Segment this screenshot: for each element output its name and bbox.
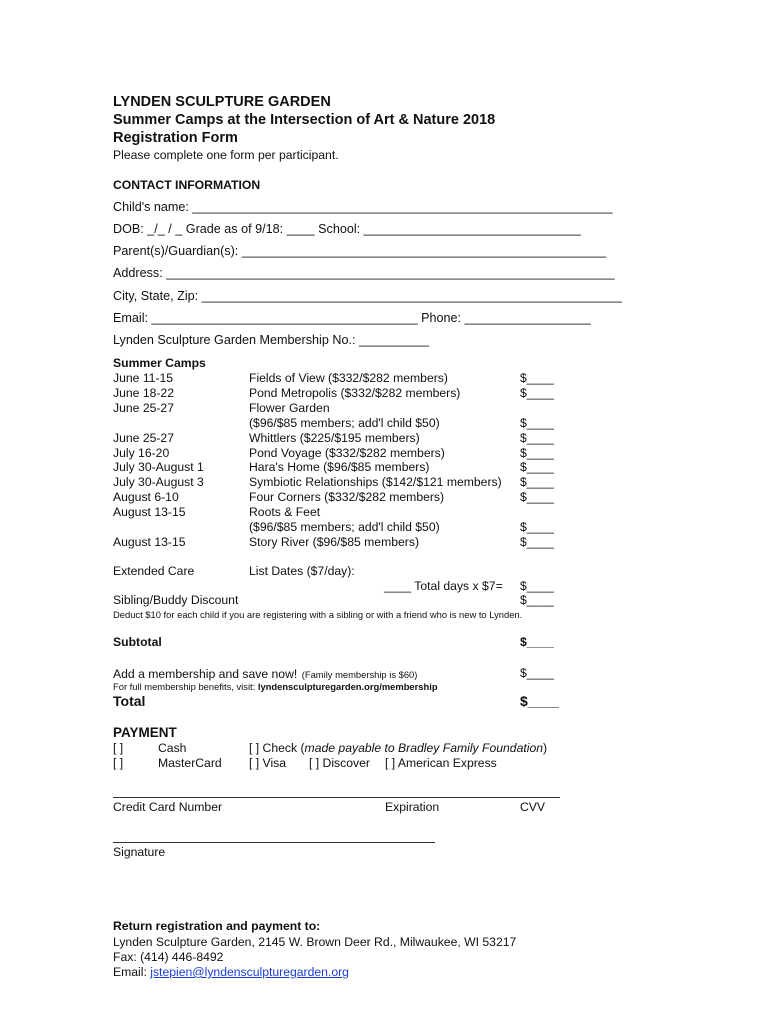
camp-price: $____ (520, 460, 554, 474)
camp-name: ($96/$85 members; add'l child $50) (249, 416, 440, 430)
expiration-label: Expiration (385, 800, 440, 814)
membership-url: lyndensculpturegarden.org/membership (257, 681, 438, 692)
membership-note (113, 681, 438, 692)
form-subtitle: Summer Camps at the Intersection of Art & Nature 2018 (113, 112, 496, 128)
form-title: Registration Form (113, 130, 238, 146)
total-label: Total (113, 693, 146, 709)
sibling-discount-price: $____ (520, 593, 554, 607)
extended-care-list: List Dates ($7/day): (249, 564, 355, 578)
payment-heading: PAYMENT (113, 725, 177, 740)
camp-name: Flower Garden (249, 401, 330, 415)
membership-note-prefix: For full membership benefits, visit: (113, 681, 258, 692)
cash-checkbox: [ ] (113, 741, 124, 755)
email-phone-field: Email: ______________________________________ Phone: __________________ (113, 311, 591, 325)
camp-price: $____ (520, 535, 554, 549)
camp-price: $____ (520, 416, 554, 430)
camp-price: $____ (520, 446, 554, 460)
camp-name: Whittlers ($225/$195 members) (249, 431, 420, 445)
camp-price: $____ (520, 475, 554, 489)
credit-card-line (113, 797, 560, 798)
sibling-discount-note: Deduct $10 for each child if you are registering with a sibling or with a friend who is new to Lynden. (113, 609, 523, 620)
membership-offer-label: Add a membership and save now! (113, 667, 298, 681)
address-field: Address: ________________________________________________________________ (113, 266, 615, 280)
cash-label: Cash (158, 741, 187, 755)
return-address: Lynden Sculpture Garden, 2145 W. Brown Deer Rd., Milwaukee, WI 53217 (113, 935, 517, 949)
total-price: $____ (520, 693, 559, 709)
check-label: [ ] Check ( (249, 741, 305, 755)
camp-name: Hara's Home ($96/$85 members) (249, 460, 430, 474)
extended-care-label: Extended Care (113, 564, 195, 578)
membership-price: $____ (520, 666, 554, 680)
camp-price: $____ (520, 431, 554, 445)
camp-date: June 25-27 (113, 431, 174, 445)
camp-name: Story River ($96/$85 members) (249, 535, 420, 549)
return-email (113, 965, 349, 979)
return-heading: Return registration and payment to: (113, 919, 321, 933)
camp-price: $____ (520, 490, 554, 504)
camp-date: June 25-27 (113, 401, 174, 415)
cvv-label: CVV (520, 800, 546, 814)
extended-total-days: ____ Total days x $7= (384, 579, 503, 593)
camp-date: August 13-15 (113, 535, 186, 549)
camp-name: Symbiotic Relationships ($142/$121 members) (249, 475, 502, 489)
camp-price: $____ (520, 386, 554, 400)
dob-grade-school-field: DOB: _/_ / _ Grade as of 9/18: ____ School: _______________________________ (113, 222, 581, 236)
check-option (249, 741, 547, 755)
camp-date: June 18-22 (113, 386, 174, 400)
child-name-field: Child's name: ____________________________________________________________ (113, 200, 613, 214)
email-link[interactable]: jstepien@lyndensculpturegarden.org (150, 965, 349, 979)
extended-price: $____ (520, 579, 554, 593)
camp-date: August 13-15 (113, 505, 186, 519)
contact-heading: CONTACT INFORMATION (113, 178, 261, 192)
camp-date: July 30-August 3 (113, 475, 204, 489)
camp-date: July 30-August 1 (113, 460, 204, 474)
credit-card-label: Credit Card Number (113, 800, 223, 814)
sibling-discount-label: Sibling/Buddy Discount (113, 593, 239, 607)
camp-price: $____ (520, 371, 554, 385)
camp-price: $____ (520, 520, 554, 534)
signature-line (113, 842, 435, 843)
subtotal-price: $____ (520, 635, 554, 649)
return-fax: Fax: (414) 446-8492 (113, 950, 224, 964)
return-email-prefix: Email: (113, 965, 151, 979)
city-state-zip-field: City, State, Zip: ____________________________________________________________ (113, 289, 622, 303)
signature-label: Signature (113, 845, 166, 859)
camp-name: Fields of View ($332/$282 members) (249, 371, 448, 385)
camp-date: July 16-20 (113, 446, 170, 460)
check-close: ) (543, 741, 548, 755)
discover-option: [ ] Discover (309, 756, 370, 770)
mastercard-label: MasterCard (158, 756, 222, 770)
guardian-field: Parent(s)/Guardian(s): ____________________________________________________ (113, 244, 606, 258)
camp-name: Four Corners ($332/$282 members) (249, 490, 445, 504)
amex-option: [ ] American Express (385, 756, 497, 770)
camp-name: Pond Metropolis ($332/$282 members) (249, 386, 461, 400)
camps-heading: Summer Camps (113, 356, 206, 370)
camp-name: ($96/$85 members; add'l child $50) (249, 520, 440, 534)
membership-number-field: Lynden Sculpture Garden Membership No.: __________ (113, 333, 429, 347)
check-payee: made payable to Bradley Family Foundation (304, 741, 544, 755)
camp-date: June 11-15 (113, 371, 174, 385)
instruction-text: Please complete one form per participant. (113, 148, 339, 162)
card-checkbox: [ ] (113, 756, 124, 770)
camp-date: August 6-10 (113, 490, 179, 504)
visa-option: [ ] Visa (249, 756, 287, 770)
membership-offer-price-note: (Family membership is $60) (301, 669, 418, 680)
camp-name: Pond Voyage ($332/$282 members) (249, 446, 445, 460)
camp-name: Roots & Feet (249, 505, 321, 519)
org-name: LYNDEN SCULPTURE GARDEN (113, 94, 331, 110)
subtotal-label: Subtotal (113, 635, 162, 649)
